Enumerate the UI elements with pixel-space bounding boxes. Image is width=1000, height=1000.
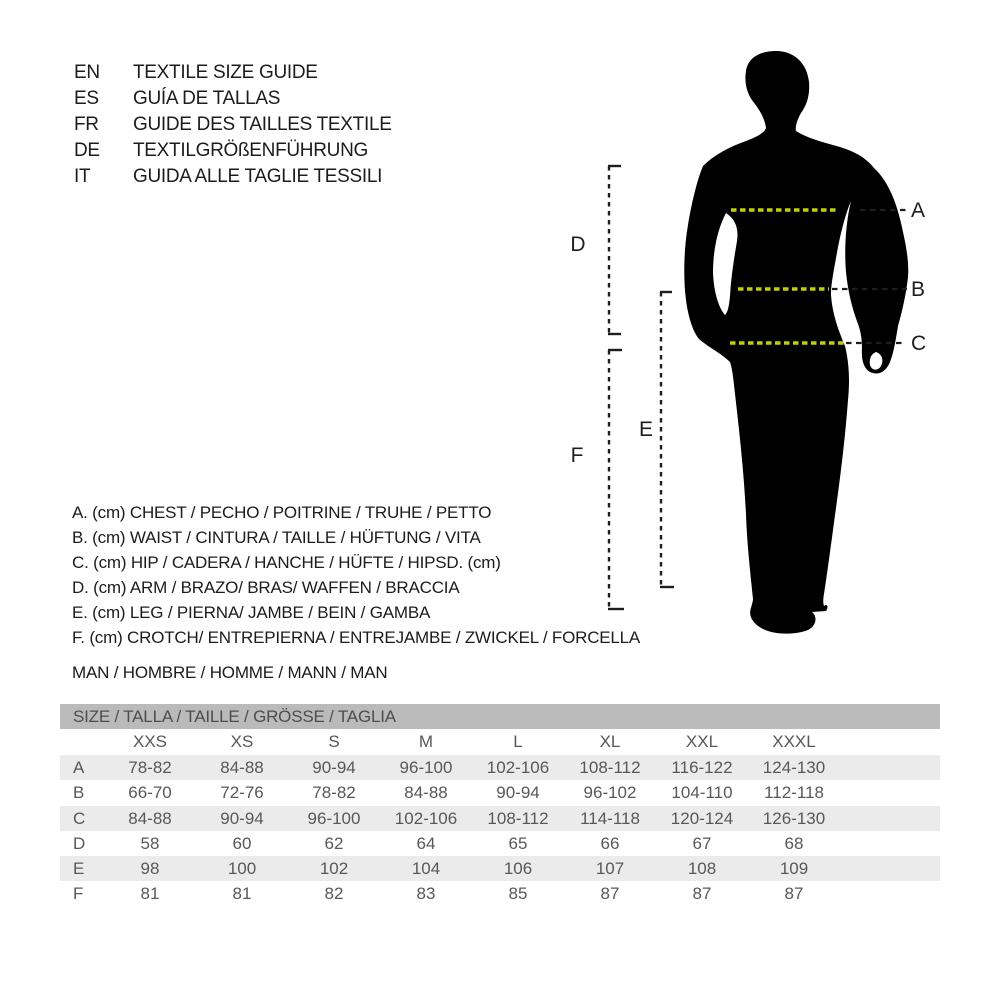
table-row-label: B	[73, 783, 85, 803]
row-filler	[840, 780, 940, 805]
table-cell: 81	[140, 884, 160, 904]
table-cell: 64	[416, 833, 436, 853]
table-cell: 66	[600, 833, 620, 853]
table-row-arm	[60, 831, 940, 856]
table-row-chest	[60, 755, 940, 780]
column-header: M	[418, 732, 434, 751]
measure-line-arm	[608, 166, 621, 334]
table-cell: 83	[416, 884, 436, 904]
table-row-label: C	[73, 808, 86, 828]
table-cell: 98	[140, 859, 160, 879]
language-title: TEXTILGRÖßENFÜHRUNG	[133, 140, 368, 161]
table-cell: 68	[784, 833, 804, 853]
table-cell: 114-118	[580, 808, 640, 828]
measure-line-leg	[660, 292, 674, 587]
table-cell: 90-94	[312, 758, 356, 777]
language-title: GUIDE DES TAILLES TEXTILE	[133, 114, 392, 135]
label-hip-c: C	[911, 332, 927, 355]
column-header: XL	[599, 732, 621, 751]
column-header: XXL	[685, 732, 719, 751]
table-cell: 120-124	[670, 808, 734, 828]
table-cell: 72-76	[220, 783, 264, 803]
measurement-legend	[72, 500, 640, 650]
row-filler	[840, 856, 940, 881]
table-cell: 66-70	[128, 783, 172, 803]
column-header: XXXL	[772, 732, 816, 751]
label-chest-a: A	[911, 199, 926, 222]
label-waist-b: B	[911, 278, 926, 301]
table-cell: 90-94	[220, 808, 264, 828]
language-title: GUÍA DE TALLAS	[133, 88, 281, 109]
table-cell: 108-112	[579, 758, 641, 777]
language-code: EN	[74, 62, 100, 83]
row-filler	[840, 831, 940, 856]
language-code: IT	[74, 166, 91, 187]
table-cell: 90-94	[496, 783, 540, 803]
table-cell: 85	[508, 884, 528, 904]
table-cell: 84-88	[128, 808, 172, 828]
table-cell: 58	[140, 833, 160, 853]
size-table-header-row	[60, 729, 940, 755]
header-spacer	[60, 729, 104, 755]
legend-row-hip: C. (cm) HIP / CADERA / HANCHE / HÜFTE / HIPSD. (cm)	[72, 552, 501, 572]
table-cell: 87	[692, 884, 712, 904]
legend-row-chest: A. (cm) CHEST / PECHO / POITRINE / TRUHE / PETTO	[72, 502, 492, 522]
table-cell: 108	[687, 859, 717, 879]
table-cell: 108-112	[487, 808, 549, 828]
table-cell: 81	[232, 884, 252, 904]
table-cell: 102-106	[486, 758, 550, 777]
legend-row-waist: B. (cm) WAIST / CINTURA / TAILLE / HÜFTUNG / VITA	[72, 527, 481, 547]
size-table	[60, 704, 940, 907]
table-cell: 65	[508, 833, 528, 853]
table-row-label: F	[73, 884, 84, 904]
table-cell: 116-122	[671, 758, 733, 777]
table-row-waist	[60, 780, 940, 805]
size-table-title: SIZE / TALLA / TAILLE / GRÖSSE / TAGLIA	[60, 704, 940, 729]
table-row-label: E	[73, 859, 85, 879]
table-cell: 107	[595, 859, 625, 879]
column-header: XXS	[132, 732, 168, 751]
table-cell: 78-82	[312, 783, 356, 803]
legend-row-leg: E. (cm) LEG / PIERNA/ JAMBE / BEIN / GAMBA	[72, 602, 431, 622]
legend-row-arm: D. (cm) ARM / BRAZO/ BRAS/ WAFFEN / BRACCIA	[72, 577, 460, 597]
label-leg-e: E	[638, 418, 654, 441]
table-cell: 96-102	[583, 783, 637, 803]
language-code: FR	[74, 114, 99, 135]
table-cell: 102-106	[394, 808, 458, 828]
table-cell: 78-82	[128, 758, 172, 777]
table-cell: 82	[324, 884, 344, 904]
column-header: L	[513, 732, 523, 751]
table-cell: 60	[232, 833, 252, 853]
label-crotch-f: F	[570, 444, 584, 467]
table-cell: 100	[227, 859, 257, 879]
column-header: XS	[230, 732, 254, 751]
language-code: ES	[74, 88, 99, 109]
table-cell: 62	[324, 833, 344, 853]
table-cell: 104	[411, 859, 441, 879]
table-cell: 67	[692, 833, 712, 853]
table-cell: 84-88	[220, 758, 264, 777]
table-cell: 104-110	[671, 783, 733, 803]
table-cell: 84-88	[404, 783, 448, 803]
table-row-label: D	[73, 833, 86, 853]
row-filler	[840, 881, 940, 906]
legend-row-crotch: F. (cm) CROTCH/ ENTREPIERNA / ENTREJAMBE / ZWICKEL / FORCELLA	[72, 627, 641, 647]
table-cell: 87	[600, 884, 620, 904]
language-title: TEXTILE SIZE GUIDE	[133, 62, 318, 83]
label-arm-d: D	[570, 233, 586, 256]
column-header: S	[328, 732, 340, 751]
table-cell: 96-100	[307, 808, 361, 828]
table-cell: 102	[319, 859, 349, 879]
language-title: GUIDA ALLE TAGLIE TESSILI	[133, 166, 383, 187]
audience-line: MAN / HOMBRE / HOMME / MANN / MAN	[72, 662, 388, 682]
language-code: DE	[74, 140, 100, 161]
header-filler	[840, 729, 940, 755]
table-cell: 124-130	[762, 758, 826, 777]
table-row-crotch	[60, 881, 940, 906]
table-cell: 112-118	[764, 783, 824, 803]
table-cell: 106	[503, 859, 533, 879]
table-cell: 109	[779, 859, 809, 879]
table-cell: 126-130	[762, 808, 826, 828]
row-filler	[840, 755, 940, 780]
table-cell: 96-100	[399, 758, 453, 777]
row-filler	[840, 806, 940, 831]
table-row-hip	[60, 806, 940, 831]
table-cell: 87	[784, 884, 804, 904]
table-row-leg	[60, 856, 940, 881]
table-row-label: A	[73, 758, 85, 777]
